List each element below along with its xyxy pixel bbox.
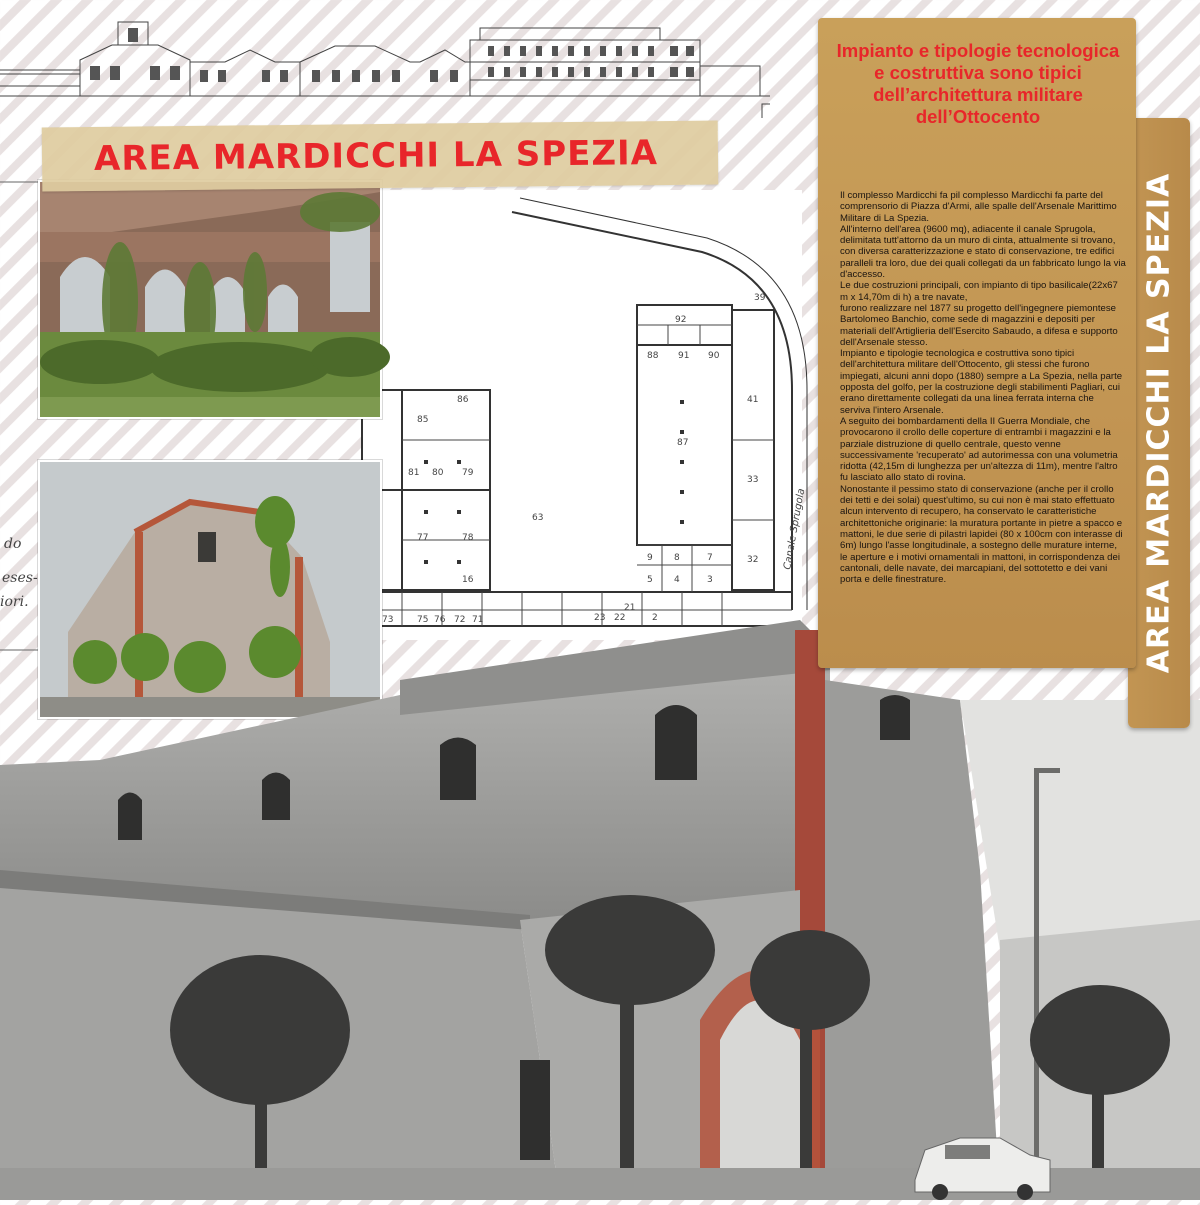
room-86: 86 <box>457 395 469 405</box>
photo-magazzini-street-view <box>0 620 1200 1200</box>
side-title: AREA MARDICCHI LA SPEZIA <box>1141 172 1177 674</box>
room-9: 9 <box>647 553 653 563</box>
handwriting-1: do <box>4 536 22 552</box>
room-78: 78 <box>462 533 474 543</box>
room-80: 80 <box>432 468 444 478</box>
room-39: 39 <box>754 293 766 303</box>
room-8: 8 <box>674 553 680 563</box>
room-76: 76 <box>434 615 446 625</box>
room-71: 71 <box>472 615 484 625</box>
room-5: 5 <box>647 575 653 585</box>
title-tape <box>42 120 719 191</box>
panel-paragraph: A seguito dei bombardamenti della II Guerra Mondiale, che provocarono il crollo delle coperture di entrambi i magazzini e la parziale distruzione di quello centrale, questo venne successivamente 'recuperato' ad autorimessa con una volumetria ridotta (42,15m di lunghezza per un'altezza di 11m), mentre l'altro fu lasciato allo stato di rovina. <box>840 415 1118 484</box>
handwriting-3: iori. <box>0 594 29 610</box>
side-title-tab <box>1128 118 1190 728</box>
room-72: 72 <box>454 615 466 625</box>
room-77: 77 <box>417 533 429 543</box>
info-panel <box>818 18 1136 668</box>
room-85: 85 <box>417 415 429 425</box>
room-92: 92 <box>675 315 687 325</box>
room-81: 81 <box>408 468 420 478</box>
room-22: 22 <box>614 613 626 623</box>
room-2: 2 <box>652 613 658 623</box>
room-32: 32 <box>747 555 759 565</box>
room-87: 87 <box>677 438 689 448</box>
floor-plan <box>362 190 808 640</box>
room-41: 41 <box>747 395 759 405</box>
photo-ruined-arches <box>38 180 382 419</box>
handwriting-2: eses- <box>2 570 38 586</box>
panel-paragraph: Nonostante il pessimo stato di conservazione (anche per il crollo dei tetti e dei solai) quest'ultimo, su cui non è mai stato effettuato alcun intervento di recupero, ha conservato le caratteristiche architettoniche originarie: la muratura portante in pietre a spacco e mattoni, le due serie di pilastri lapidei (80 x 100cm con interasse di 6m) lungo l'asse longitudinale, a sostegno delle murature interne, le aperture e i motivi ornamentali in mattoni, in corrispondenza dei cantonali, delle navate, dei marcapiani, del sottotetto e dei vani porta e delle finestrature. <box>840 483 1123 586</box>
page-title: AREA MARDICCHI LA SPEZIA <box>93 133 659 179</box>
room-3: 3 <box>707 575 713 585</box>
building-elevation-drawing <box>0 0 770 125</box>
room-91: 91 <box>678 351 690 361</box>
room-33: 33 <box>747 475 759 485</box>
room-79: 79 <box>462 468 474 478</box>
panel-paragraph: All'interno dell'area (9600 mq), adiacente il canale Sprugola, delimitata tutt'attorno da un muro di cinta, attualmente si trovano, con diversa caratterizzazione e stato di conservazione, tre edifici paralleli tra loro, due dei quali collegati da un fabbricato lungo la via d'accesso. <box>840 223 1126 281</box>
room-90: 90 <box>708 351 720 361</box>
panel-heading: Impianto e tipologie tecnologica e costruttiva sono tipici dell’architettura militare dell’Ottocento <box>836 40 1120 127</box>
room-23: 23 <box>594 613 606 623</box>
room-21: 21 <box>624 603 636 613</box>
panel-paragraph: Impianto e tipologie tecnologica e costruttiva sono tipici dell'architettura militare dell'Ottocento, gli stessi che furono impiegati, alcuni anni dopo (1880) sempre a La Spezia, nella parte opposta del golfo, per la costruzione degli stabilimenti Pagliari, cui erano direttamente collegati da una linea ferrata interna che serviva l'intero Arsenale. <box>840 348 1123 416</box>
room-73: 73 <box>382 615 394 625</box>
room-88: 88 <box>647 351 659 361</box>
panel-paragraph: Il complesso Mardicchi fa pil complesso Mardicchi fa parte del comprensorio di Piazza d'Armi, alle spalle dell'Arsenale Marittimo Militare di La Spezia. <box>840 190 1117 224</box>
room-7: 7 <box>707 553 713 563</box>
room-16: 16 <box>462 575 474 585</box>
canal-label: Canale Sprugola <box>782 487 808 571</box>
panel-paragraph: furono realizzare nel 1877 su progetto dell'ingegnere piemontese Bartolomeo Banchio, come sede di magazzini e depositi per materiali dell'Artiglieria dell'Esercito Sabaudo, a difesa e supporto dell'Arsenale stesso. <box>840 302 1118 348</box>
room-4: 4 <box>674 575 680 585</box>
room-75: 75 <box>417 615 429 625</box>
panel-paragraph: Le due costruzioni principali, con impianto di tipo basilicale(22x67 m x 14,70m di h) a tre navate, <box>840 280 1118 303</box>
panel-body <box>840 190 1126 585</box>
room-63: 63 <box>532 513 544 523</box>
